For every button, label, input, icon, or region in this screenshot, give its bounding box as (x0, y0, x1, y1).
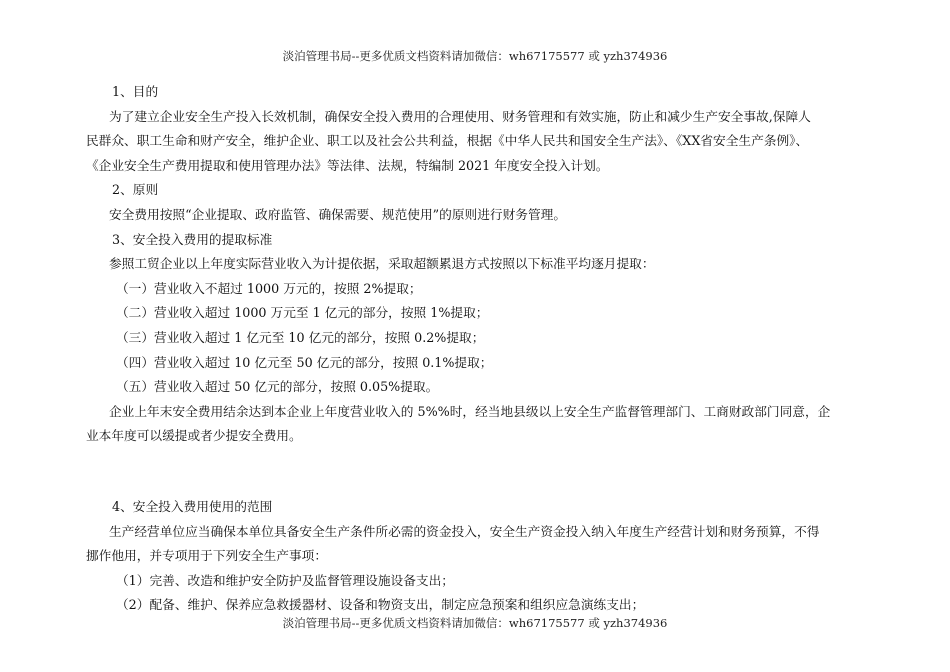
list-item: （1）完善、改造和维护安全防护及监督管理设施设备支出； (116, 572, 454, 588)
paragraph-purpose-line3: 《企业安全生产费用提取和使用管理办法》等法律、法规，特编制 2021 年度安全投入计划。 (86, 157, 609, 173)
paragraph-balance-line1: 企业上年末安全费用结余达到本企业上年度营业收入的 5%%时，经当地县级以上安全生产监督管理部门、工商财政部门同意，企 (109, 403, 831, 419)
paragraph-scope-line1: 生产经营单位应当确保本单位具备安全生产条件所必需的资金投入，安全生产资金投入纳入年度生产经营计划和财务预算，不得 (109, 523, 820, 539)
list-item: （一）营业收入不超过 1000 万元的，按照 2%提取； (116, 280, 422, 296)
section-heading-scope: 4、安全投入费用使用的范围 (112, 498, 273, 514)
list-item: （四）营业收入超过 10 亿元至 50 亿元的部分，按照 0.1%提取； (116, 354, 493, 370)
paragraph-standard: 参照工贸企业以上年度实际营业收入为计提依据，采取超额累退方式按照以下标准平均逐月提取： (109, 256, 655, 272)
section-heading-principle: 2、原则 (112, 182, 159, 198)
list-item: （2）配备、维护、保养应急救援器材、设备和物资支出，制定应急预案和组织应急演练支出； (116, 597, 645, 613)
list-item: （五）营业收入超过 50 亿元的部分，按照 0.05%提取。 (116, 379, 439, 395)
paragraph-balance-line2: 业本年度可以缓提或者少提安全费用。 (86, 428, 302, 444)
paragraph-principle: 安全费用按照“企业提取、政府监管、确保需要、规范使用”的原则进行财务管理。 (109, 206, 567, 222)
blank-gap (86, 449, 878, 495)
page-header: 淡泊管理书局--更多优质文档资料请加微信：wh67175577 或 yzh374936 (282, 49, 668, 63)
section-heading-standard: 3、安全投入费用的提取标准 (112, 231, 273, 247)
document-body (86, 80, 878, 618)
paragraph-scope-line2: 挪作他用，并专项用于下列安全生产事项： (86, 548, 328, 564)
section-heading-purpose: 1、目的 (112, 84, 159, 99)
list-item: （二）营业收入超过 1000 万元至 1 亿元的部分，按照 1%提取； (116, 305, 489, 321)
paragraph-purpose-line1: 为了建立企业安全生产投入长效机制，确保安全投入费用的合理使用、财务管理和有效实施，防止和减少生产安全事故,保障人 (109, 108, 811, 124)
paragraph-purpose-line2: 民群众、职工生命和财产安全，维护企业、职工以及社会公共利益，根据《中华人民共和国安全生产法》、《XX省安全生产条例》、 (86, 133, 809, 149)
page-footer: 淡泊管理书局--更多优质文档资料请加微信：wh67175577 或 yzh374936 (282, 616, 668, 630)
list-item: （三）营业收入超过 1 亿元至 10 亿元的部分，按照 0.2%提取； (116, 329, 485, 345)
